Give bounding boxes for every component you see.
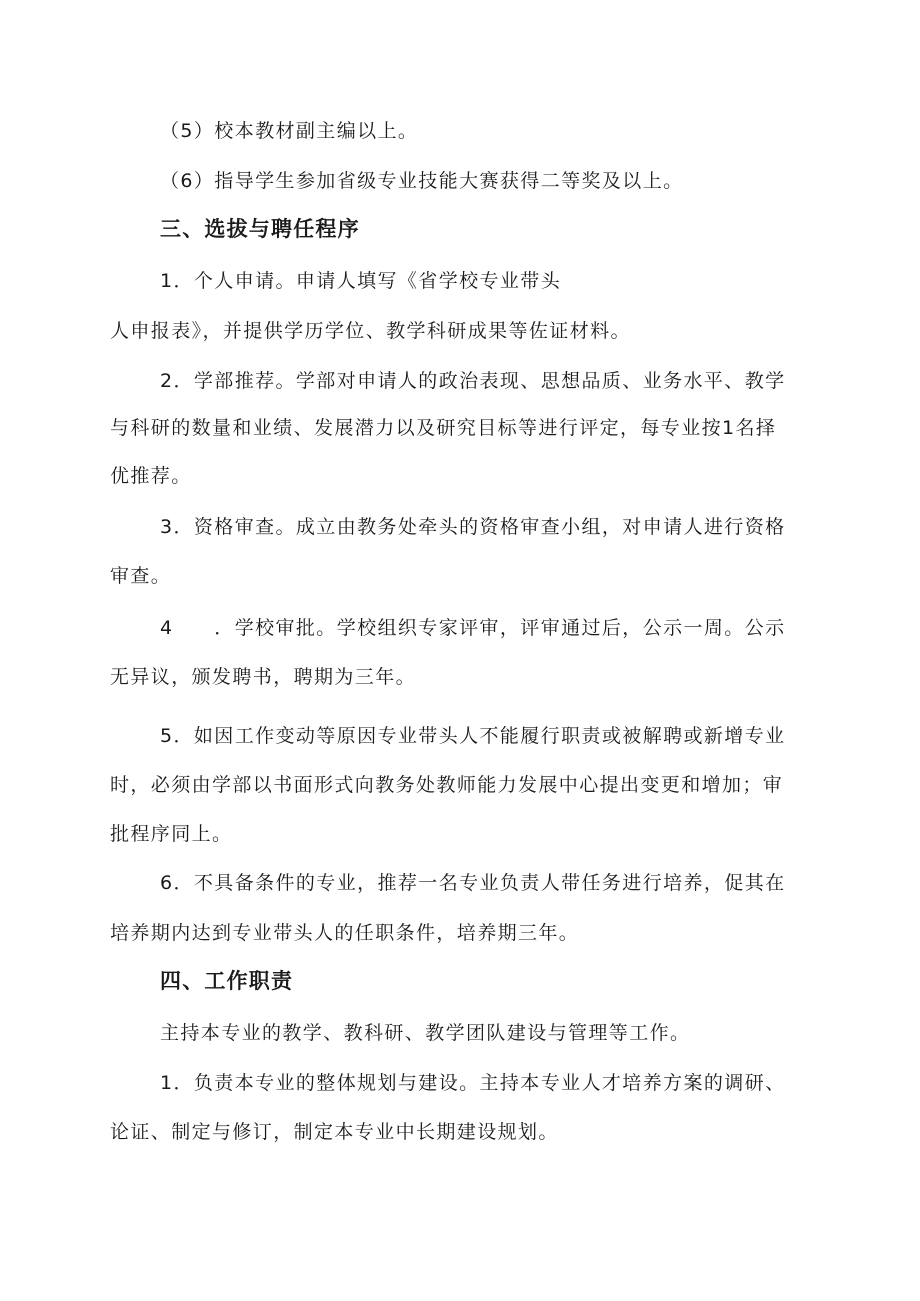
text-line-step2-a: 2．学部推荐。学部对申请人的政治表现、思想品质、业务水平、教学: [160, 370, 786, 392]
text-line-step2-c: 优推荐。: [110, 465, 192, 487]
text-line-step5-a: 5．如因工作变动等原因专业带头人不能履行职责或被解聘或新增专业: [160, 725, 786, 747]
text-line-step1-a: 1．个人申请。申请人填写《省学校专业带头: [160, 270, 562, 292]
text-line-step3-b: 审查。: [110, 565, 172, 587]
text-line-step6-a: 6．不具备条件的专业，推荐一名专业负责人带任务进行培养，促其在: [160, 872, 786, 894]
section-heading-duties: 四、工作职责: [160, 969, 294, 993]
section-heading-selection: 三、选拔与聘任程序: [160, 217, 360, 241]
text-line-step6-b: 培养期内达到专业带头人的任职条件，培养期三年。: [110, 922, 580, 944]
text-line-duty1-b: 论证、制定与修订，制定本专业中长期建设规划。: [110, 1121, 559, 1143]
text-line-step4-a: 4 ．学校审批。学校组织专家评审，评审通过后，公示一周。公示: [160, 617, 786, 639]
text-line-step1-b: 人申报表》，并提供学历学位、教学科研成果等佐证材料。: [110, 320, 631, 342]
text-line-step3-a: 3．资格审查。成立由教务处牵头的资格审查小组，对申请人进行资格: [160, 516, 786, 538]
text-line-duties-intro: 主持本专业的教学、教科研、教学团队建设与管理等工作。: [160, 1022, 691, 1044]
text-line-qualification-6: （6）指导学生参加省级专业技能大赛获得二等奖及以上。: [160, 170, 684, 192]
text-line-step5-c: 批程序同上。: [110, 823, 233, 845]
text-line-duty1-a: 1．负责本专业的整体规划与建设。主持本专业人才培养方案的调研、: [160, 1072, 786, 1094]
text-line-qualification-5: （5）校本教材副主编以上。: [160, 120, 419, 142]
text-line-step5-b: 时，必须由学部以书面形式向教务处教师能力发展中心提出变更和增加；审: [110, 774, 784, 796]
text-line-step2-b: 与科研的数量和业绩、发展潜力以及研究目标等进行评定，每专业按1名择: [110, 417, 777, 439]
text-line-step4-b: 无异议，颁发聘书，聘期为三年。: [110, 666, 417, 688]
